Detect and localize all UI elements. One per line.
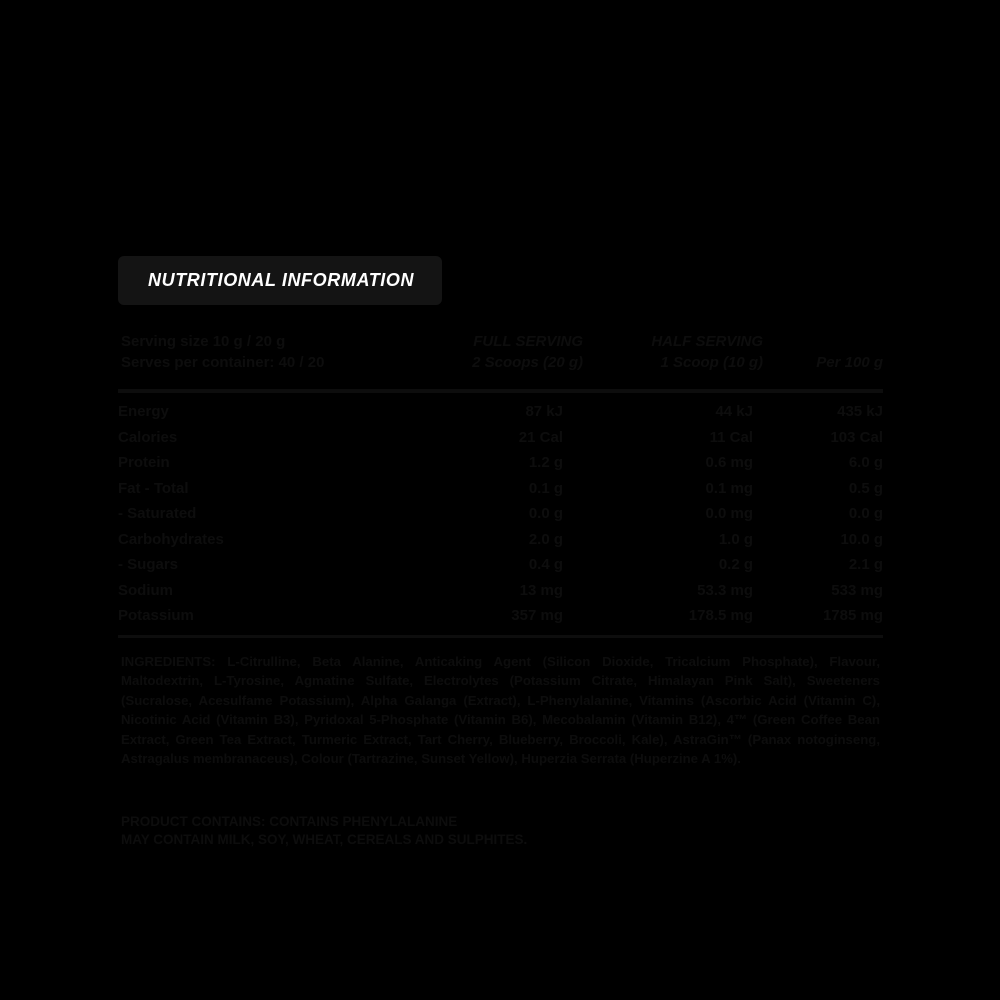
ingredients-block [118, 652, 883, 769]
row-value-full: 21 Cal [518, 428, 563, 446]
table-row [118, 425, 883, 451]
row-value-per100: 6.0 g [848, 454, 883, 471]
row-value-full: 2.0 g [528, 530, 563, 548]
row-value-per100: 435 kJ [837, 403, 883, 420]
serving-header-block [118, 331, 883, 389]
row-value-half: 1.0 g [718, 530, 753, 548]
table-row [118, 578, 883, 604]
panel-title: NUTRITIONAL INFORMATION [148, 270, 415, 290]
column-header-per-100g [816, 352, 883, 373]
column-header-half-serving-title: HALF SERVING [651, 333, 763, 350]
column-header-half-serving-sub: 1 Scoop (10 g) [660, 354, 763, 371]
ingredients-label: INGREDIENTS: [121, 653, 216, 669]
table-bottom-rule [118, 635, 883, 638]
row-value-per100: 0.0 g [848, 505, 883, 522]
row-value-half: 178.5 mg [688, 607, 753, 624]
row-label: - Saturated [118, 505, 197, 522]
row-label: Sodium [118, 581, 173, 599]
row-label: Protein [118, 454, 170, 471]
row-value-half: 0.6 mg [705, 454, 753, 471]
row-value-half: 11 Cal [709, 428, 753, 446]
row-label: Energy [118, 403, 169, 420]
row-value-full: 13 mg [519, 581, 563, 599]
row-value-per100: 1785 mg [822, 607, 883, 624]
row-value-full: 0.4 g [528, 556, 563, 573]
row-label: - Sugars [118, 556, 179, 573]
ingredients-text: L-Citrulline, Beta Alanine, Anticaking Agent (Silicon Dioxide, Tricalcium Phosphate), Flavour, Maltodextrin, L-Tyrosine, Agmatine Sulfate, Electrolytes (Potassium Citrate, Himalayan Pink Salt), Sweeteners (Sucralose, Acesulfame Potassium), Alpha Galanga (Extract), L-Phenylalanine, Vitamins (Ascorbic Acid (Vitamin C), Nicotinic Acid (Vitamin B3), Pyridoxal 5-Phosphate (Vitamin B6), Mecobalamin (Vitamin B12), 4™ (Green Coffee Bean Extract, Green Tea Extract, Turmeric Extract, Tart Cherry, Blueberry, Broccoli, Kale), AstraGin™ (Panax notoginseng, Astragalus membranaceus), Colour (Tartrazine, Sunset Yellow), Huperzia Serrata (Huperzine A 1%). [121, 653, 880, 766]
serving-size: Serving size 10 g / 20 g [121, 333, 286, 350]
allergen-block [118, 813, 883, 849]
row-value-half: 44 kJ [715, 403, 753, 420]
column-header-half-serving [651, 331, 763, 373]
column-header-full-serving-title: FULL SERVING [473, 333, 583, 350]
row-value-half: 0.2 g [718, 556, 753, 573]
row-value-half: 0.0 mg [705, 505, 753, 522]
row-value-per100: 533 mg [831, 581, 883, 599]
table-row [118, 476, 883, 502]
table-row [118, 527, 883, 553]
row-value-full: 357 mg [511, 607, 563, 624]
row-label: Carbohydrates [118, 530, 224, 548]
row-value-full: 0.0 g [528, 505, 563, 522]
serving-info [121, 331, 324, 373]
servings-per-container: Serves per container: 40 / 20 [121, 354, 325, 371]
row-label: Potassium [118, 607, 194, 624]
table-row [118, 501, 883, 527]
row-value-full: 87 kJ [525, 403, 563, 420]
row-value-per100: 2.1 g [848, 556, 883, 573]
nutritional-information-header [118, 256, 442, 305]
allergen-may-contain: MAY CONTAIN MILK, SOY, WHEAT, CEREALS AND SULPHITES. [121, 831, 528, 847]
row-value-per100: 103 Cal [830, 428, 883, 446]
row-label: Fat - Total [118, 479, 189, 497]
column-header-full-serving-sub: 2 Scoops (20 g) [472, 354, 583, 371]
row-value-per100: 0.5 g [848, 479, 883, 497]
table-row [118, 552, 883, 578]
row-value-full: 0.1 g [528, 479, 563, 497]
table-top-rule [118, 389, 883, 393]
column-header-full-serving [472, 331, 583, 373]
nutrition-table [118, 399, 883, 629]
row-value-full: 1.2 g [528, 454, 563, 471]
table-row [118, 603, 883, 629]
row-value-half: 53.3 mg [697, 581, 753, 599]
table-row [118, 399, 883, 425]
row-label: Calories [118, 428, 178, 446]
allergen-contains: PRODUCT CONTAINS: CONTAINS PHENYLALANINE [121, 813, 458, 829]
nutrition-panel [118, 256, 883, 849]
row-value-per100: 10.0 g [840, 530, 883, 548]
row-value-half: 0.1 mg [705, 479, 753, 497]
table-row [118, 450, 883, 476]
column-header-per-100g-sub: Per 100 g [816, 354, 883, 371]
